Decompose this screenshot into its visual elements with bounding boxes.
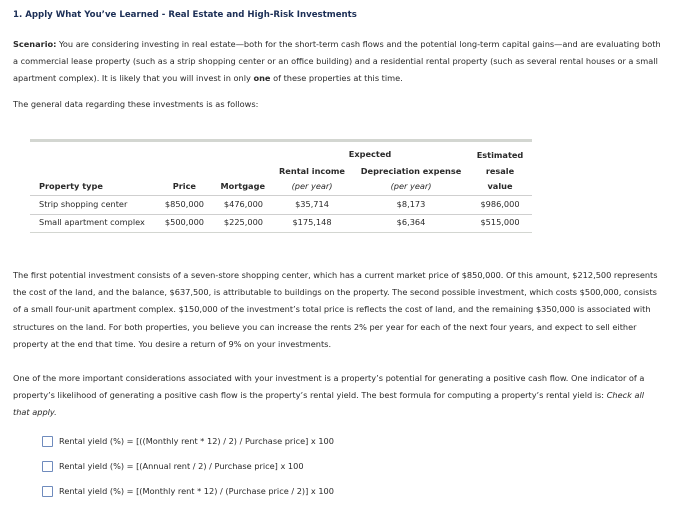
header-value: value [487,181,513,191]
page-title: 1. Apply What You’ve Learned - Real Estate and High-Risk Investments [13,10,357,20]
scenario-emphasis: one [253,73,271,84]
option-2-label[interactable]: Rental yield (%) = [(Annual rent / 2) / Purchase price] x 100 [59,461,304,471]
row1-property: Strip shopping center [39,199,128,209]
question-paragraph [13,370,663,422]
header-rental-income: Rental income [279,166,345,176]
option-3-checkbox[interactable] [42,486,53,497]
header-depreciation: Depreciation expense [360,166,462,176]
header-rental-income-sub: (per year) [291,181,333,191]
row2-resale: $515,000 [480,217,520,227]
header-property-type: Property type [39,181,103,191]
header-mortgage: Mortgage [220,181,265,191]
row1-mortgage: $476,000 [223,199,263,209]
header-resale: resale [485,166,515,176]
row2-property: Small apartment complex [39,217,145,227]
header-depreciation-sub: (per year) [390,181,432,191]
question-instruction: Check all that apply. [13,390,645,418]
row2-depreciation: $6,364 [396,217,426,227]
table-row-divider [30,214,532,215]
row1-price: $850,000 [164,199,204,209]
row2-mortgage: $225,000 [223,217,263,227]
row1-depreciation: $8,173 [396,199,426,209]
row1-resale: $986,000 [480,199,520,209]
table-header-rule [30,195,532,196]
row1-rental-income: $35,714 [295,199,329,209]
question-text: One of the more important considerations associated with your investment is a property’s potential for generating a positive cash flow. One indicator of a property’s likelihood of generating a positive cash flow is the property’s rental yield. The best formula for computing a property’s rental yield is: [13,373,645,401]
row2-rental-income: $175,148 [292,217,332,227]
header-price: Price [172,181,196,191]
scenario-text-end: of these properties at this time. [273,73,403,84]
table-bottom-border [30,232,532,233]
row2-price: $500,000 [164,217,204,227]
option-3-label[interactable]: Rental yield (%) = [(Monthly rent * 12) / (Purchase price / 2)] x 100 [59,486,334,496]
scenario-paragraph [13,36,663,88]
scenario-text: You are considering investing in real estate—both for the short-term cash flows and the potential long-term capital gains—and are evaluating both a commercial lease property (such as a strip shopping center or an office building) and a residential rental property (such as several rental houses or a small apartment complex). It is likely that you will invest in only [13,39,661,84]
option-1-checkbox[interactable] [42,436,53,447]
scenario-label: Scenario: [13,39,57,49]
investment-data-table [30,139,532,233]
option-1-label[interactable]: Rental yield (%) = [((Monthly rent * 12) / 2) / Purchase price] x 100 [59,436,334,446]
option-2-checkbox[interactable] [42,461,53,472]
general-data-intro: The general data regarding these investments is as follows: [13,99,259,109]
investment-description-paragraph: The first potential investment consists of a seven-store shopping center, which has a current market price of $850,000. Of this amount, $212,500 represents the cost of the land, and the balance, $637,500, is attributable to buildings on the property. The second possible investment, which costs $500,000, consists of a small four-unit apartment complex. $150,000 of the investment’s total price is reflects the cost of land, and the remaining $350,000 is associated with structures on the land. For both properties, you believe you can increase the rents 2% per year for each of the next four years, and expect to sell either property at the end that time. You desire a return of 9% on your investments. [13,270,658,349]
header-estimated: Estimated [476,150,524,160]
table-top-border [30,139,532,142]
header-expected: Expected [348,149,392,159]
